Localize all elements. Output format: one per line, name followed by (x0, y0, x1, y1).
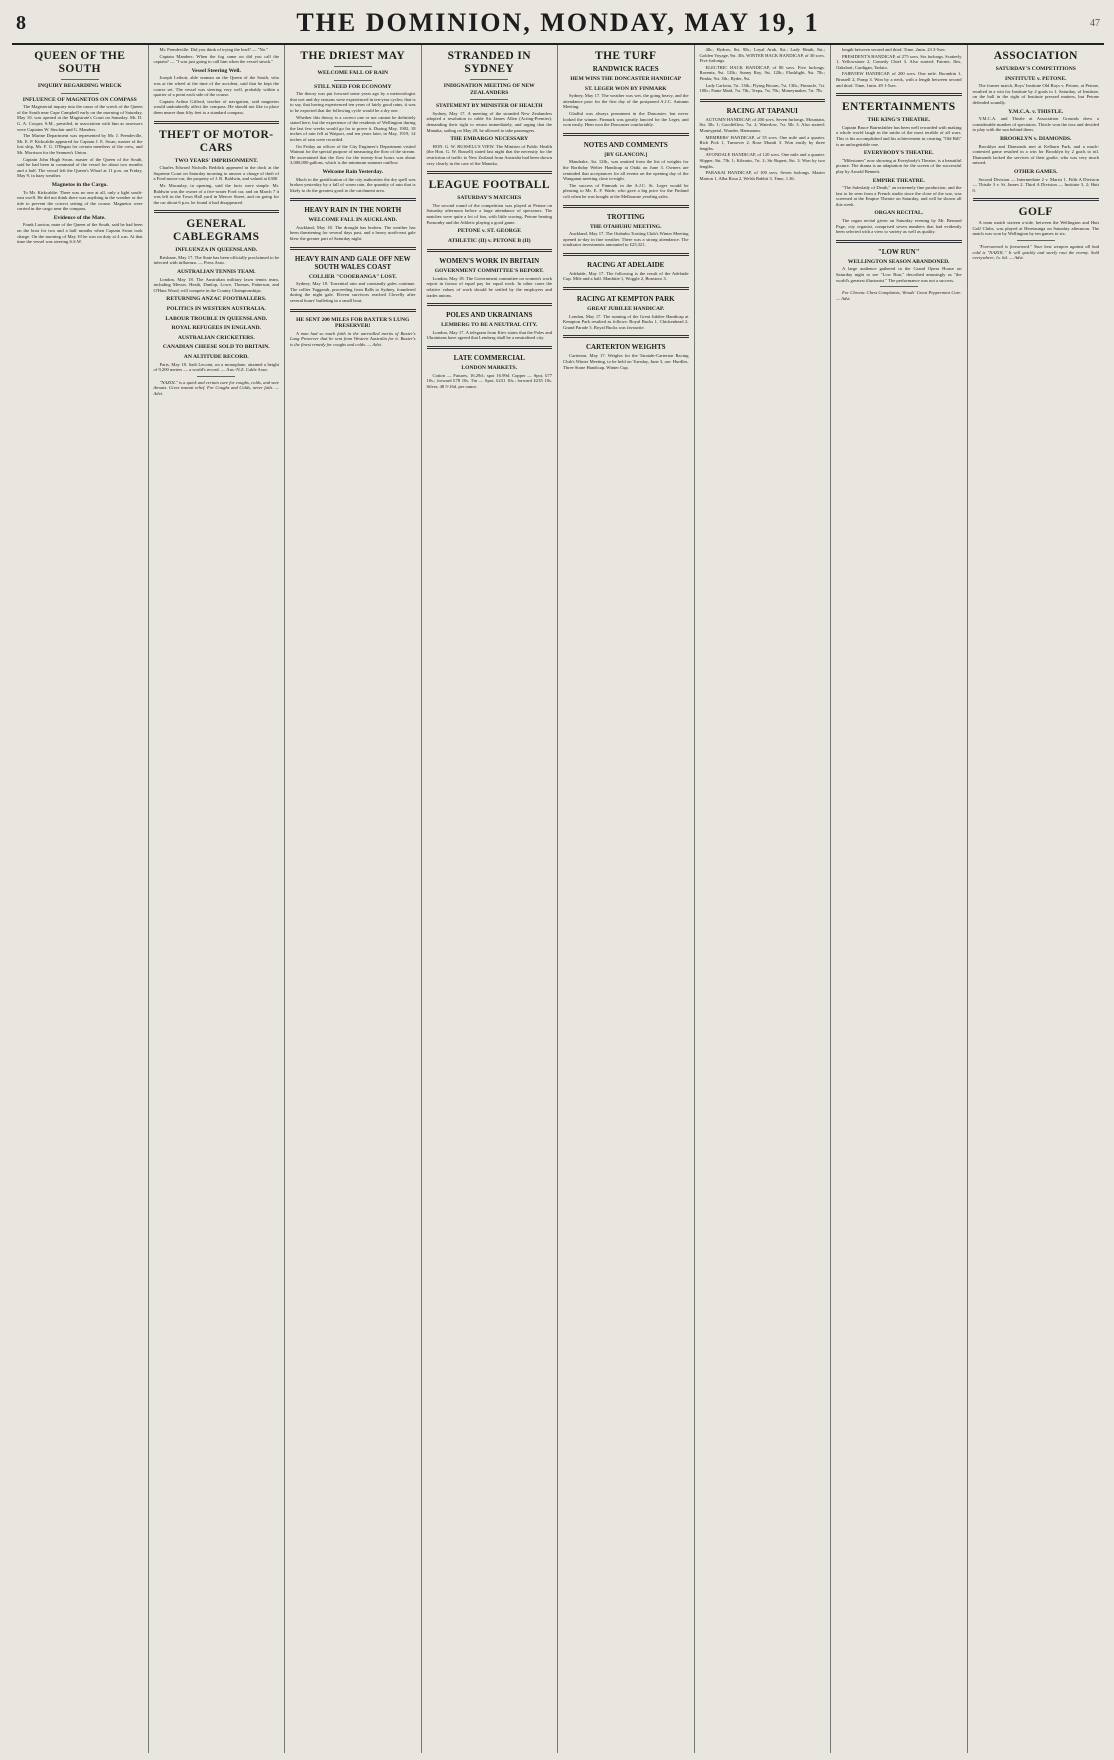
article-headline: STRANDED IN SYDNEY (447, 50, 531, 75)
paragraph: Much to the gratification of the city authorities the dry spell was broken yesterday by a fall of warm rain, the quantity of rain that is likely to do the greatest good to the catchment area. (290, 176, 416, 193)
article-subheading: INSTITUTE v. PETONE. (1005, 75, 1067, 82)
divider (880, 286, 918, 287)
article-subheading: SATURDAY'S MATCHES (457, 195, 522, 202)
paragraph: Auckland, May 17. The Otahuhu Trotting Club's Winter Meeting opened to-day in fine weather. There was a strong attendance. The totalisator investments amounted to £25,321. (563, 231, 689, 248)
article-subheading: AN ALTITUDE RECORD. (183, 354, 249, 360)
article-subheading: STATEMENT BY MINISTER OF HEALTH (435, 103, 543, 110)
paragraph: Mandrake, 3st. 12lb., was omitted from the list of weights for the Borthday Welter Handicap at Otaki on June 3. Owners are reminded that acceptances for all events on the opening day of the Wanganui meeting close to-night. (563, 159, 689, 182)
paragraph: Captain Arthur Gifford, teacher of navigation, said magnetos would undoubtedly affect the compass. He should not like to place them nearer than fifty feet to a standard compass. (153, 98, 279, 115)
article-headline: LEAGUE FOOTBALL (428, 179, 550, 192)
divider (61, 79, 99, 80)
folio-mark: 47 (1089, 17, 1100, 29)
article-subheading: SATURDAY'S COMPETITIONS (995, 66, 1076, 72)
column-6 (695, 45, 832, 1753)
divider (470, 99, 508, 100)
divider (154, 121, 280, 124)
paragraph: London, May 18. The Government committee on women's work report in favour of equal pay for equal work. In other cases the relative values of work should be settled by the employers and trades unions. (426, 275, 552, 298)
paragraph: Auckland, May 18. The drought has broken. The weather has been threatening for several days past, and a heavy north-east gale blew the greater part of Saturday night. (290, 224, 416, 242)
divider (470, 79, 508, 80)
article-headline: POLES AND UKRAINIANS (446, 311, 533, 320)
article-headline: ASSOCIATION (993, 50, 1078, 62)
paragraph: Captain Bruce Bairnsfather has been well rewarded with making a whole world laugh in the midst of the most terrible of all wars. This is his accomplished and his achievement in creating "Old Bill" is an unforgettable one. (836, 124, 962, 147)
advertisement: A man had so much faith in the unrivalled merits of Baxter's Lung Preserver that he sent from Western Australia for it. Baxter's is the finest remedy for coughs and colds. — Advt. (290, 330, 416, 347)
article-subheading: ATHLETIC (II) v. PETONE B (II) (447, 237, 531, 244)
paragraph: AUTUMN HANDICAP, of 200 sovs. Seven furlongs. Mountain, 8st. 3lb. 1; Goodfellow, 7st. 2; Waterlow, 7st. 5lb. 3. Also started: Moneypetal, Wonder, Harmanaw. (699, 116, 825, 133)
article-subheading: WELCOME FALL IN AUCKLAND. (308, 217, 397, 224)
article-subheading: RANDWICK RACES (592, 65, 659, 73)
masthead (12, 6, 1104, 45)
paragraph: Captain John Hugh Swan, master of the Queen of the South, said he had been in command of the vessel for about two months and a half. The vessel left the Queen's Wharf at 11 p.m. on Friday, May 9, in hazy weather. (17, 156, 143, 179)
article-headline: HEAVY RAIN IN THE NORTH (304, 206, 402, 215)
paragraph: A large audience gathered in the Grand Opera House on Saturday night to see "Low Run," described amusingly as "the world's greatest illusionist." The performance was not a success. (836, 266, 962, 283)
paragraph: length between second and third. Time, 2min. 23 3-5sec. (842, 47, 947, 52)
divider (563, 335, 689, 338)
paragraph: Brisbane, May 17. The State has been officially proclaimed to be infected with influenza. — Press Assn. (153, 254, 279, 266)
advertisement: "Forewarned is forearmed." Your best weapon against all bad cold is "NAZOL." It will quickly and surely rout the enemy. Sold everywhere, 1s. 6d. — Advt. (972, 244, 1099, 261)
paragraph: Y.M.C.A. and Thistle at Association Grounds drew a considerable number of spectators. Thistle won the toss and decided to play with the sun behind them. (972, 116, 1099, 133)
article-subheading: THE KING'S THEATRE. (867, 117, 930, 124)
article-subheading: COLLIER "COOERANGA" LOST. (308, 273, 397, 280)
paragraph: ELECTRIC HACK HANDICAP, of 80 sovs. Five furlongs. Ravenia, 9st. 12lb.; Sunny Boy, 9st. 12lb.; Flashlight, 9st. 7lb.; Pindar, 9st. 3lb.; Ryder, 9st. (699, 64, 825, 81)
paragraph: The second round of the competition was played at Petone on Saturday afternoon before a large attendance of spectators. The matches were quite a lot of fun, with little scoring, Petone beating Ponsonby and the Athletic playing a good game. (426, 202, 552, 225)
divider (154, 210, 280, 213)
article-subheading: ST. LEGER WON BY FINMARK (584, 85, 667, 92)
divider (290, 247, 416, 250)
advertisement: For Chronic Chest Complaints, Woods' Great Peppermint Cure. — Advt. (836, 290, 962, 301)
article-subheading: RETURNING ANZAC FOOTBALLERS. (166, 296, 267, 303)
paragraph: The Magisterial inquiry into the cause of the wreck of the Queen of the South near Cape Campbell early on the morning of Saturday, May 10, was opened at the Magistrate's Court on Saturday. Mr. D. G. A. Cooper, S.M., presided, in association with him as assessors were Captains W. Sinclair and G. Manders. (17, 104, 143, 132)
advertisement-headline: HE SENT 200 MILES FOR BAXTER'S LUNG PRESERVER! (296, 316, 410, 330)
paragraph: Sydney, May 18. Torrential rain and constantly gales continue. The collier Tuggerah, proceeding from Balls to Sydney, foundered during the night gale. Eleven survivors reached Clovelly after several hours' buffeting in a small boat. (290, 281, 416, 304)
paragraph: Captain Manders: When the fog came on did you call the captain? — "I was just going to call him when the vessel struck." (153, 53, 279, 65)
article-subheading: INFLUENCE OF MAGNETOS ON COMPASS (22, 96, 137, 103)
article-subheading: WELCOME FALL OF RAIN (317, 70, 389, 76)
paragraph: London, May 18. The Australian military lawn tennis team, including Messrs. Heath, Dunlop, Lowe, Thomas, Patterson, and O'Hara Wood, will compete in the County Championships. (153, 276, 279, 293)
article-subheading: LONDON MARKETS. (461, 365, 518, 372)
article-subheading: BROOKLYN v. DIAMONDS. (1000, 135, 1072, 142)
divider (836, 240, 962, 243)
column-4 (422, 45, 559, 1753)
article-subheading: EMPIRE THEATRE. (872, 177, 925, 184)
article-subheading: HEM WINS THE DONCASTER HANDICAP (570, 76, 682, 82)
divider (290, 198, 416, 201)
divider (197, 376, 235, 377)
article-subheading: THE OTAHUHU MEETING. (589, 223, 662, 230)
paragraph: Sydney, May 17. The weather was wet, the going heavy, and the attendance poor for the first day of the postponed A.J.C. Autumn Meeting. (563, 93, 689, 110)
paragraph: Whether this theory is a correct one or not cannot be definitely stated here, but the experience of the residents of Wellington during the last few weeks would go far to prove it. During May, 1902, 18 inches of rain fell at Waipori, and ten years later, in May, 1919, 14 inches of rain were recorded. (290, 114, 416, 142)
divider (836, 93, 962, 96)
divider (973, 198, 1100, 201)
article-subheading: GOVERNMENT COMMITTEE'S REPORT. (434, 268, 544, 275)
article-subheading: LEMBERG TO BE A NEUTRAL CITY. (441, 322, 538, 329)
article-subheading: Magnetos in the Cargo. (51, 181, 108, 188)
divider (427, 303, 553, 306)
divider (427, 249, 553, 252)
divider (563, 253, 689, 256)
column-2 (149, 45, 286, 1753)
article-subheading: ROYAL REFUGEES IN ENGLAND. (171, 325, 261, 332)
paragraph: "The Saleslady of Death," an extremely fine production, and the last to be seen from a French studio since the close of the war, was screened at the Empire Theatre on Saturday, and will be shown all this week. (836, 185, 962, 207)
article-headline: LATE COMMERCIAL (453, 354, 525, 363)
paragraph: FAIRVIEW HANDICAP, of 200 sovs. One mile. Boomkin 1, Brustell 2, Pomp 3. Won by a neck, with a length between second and third. Time, 1min. 49 1-5sec. (836, 71, 962, 88)
divider (427, 171, 553, 174)
paragraph: Brooklyn and Diamonds met at Kelburn Park, and a much-contested game resulted in a win for Brooklyn by 2 goals to nil. Diamonds lacked the services of their goalie, who was very much missed. (972, 143, 1099, 166)
article-headline: RACING AT ADELAIDE (587, 260, 665, 269)
article-subheading: LABOUR TROUBLE IN QUEENSLAND. (165, 315, 268, 322)
article-headline: TROTTING (606, 212, 645, 221)
article-subheading: WELLINGTON SEASON ABANDONED. (847, 258, 950, 265)
paragraph: MEMBERS' HANDICAP, of 55 sovs. One mile and a quarter. Rich Pick 1, Turnover 2, Rose Mundi 3. Won easily by three lengths. (699, 134, 825, 151)
article-headline: ENTERTAINMENTS (841, 101, 956, 114)
paragraph: AVONDALE HANDICAP, of 120 sovs. One mile and a quarter. Slipper, 8st. 7lb. 1; Kilerain, 7st. 2; Sir Rupert, 8st. 3. Won by two lengths. (699, 152, 825, 169)
divider (563, 205, 689, 208)
article-subheading: ORGAN RECITAL. (874, 210, 924, 217)
divider (427, 346, 553, 349)
paragraph: The theory was put forward some years ago by a meteorologist that wet and dry seasons were experienced in ten-year cycles; that is to say, that having experienced ten years of fairly good rains, it was to be expected that the following cycle would be a dry one. (290, 91, 416, 113)
divider (290, 309, 416, 312)
column-1 (12, 45, 149, 1753)
article-subheading: PETONE v. ST. GEORGE (457, 228, 521, 235)
paragraph: PARAKAI HANDICAP, of 100 sovs. Seven furlongs. Master Marion 1, Alba Rosa 2, Welsh Rabbit 3. Time, 1.36. (699, 170, 825, 181)
paragraph: Gladful was always prominent in the Doncaster, but never looked the winner. Finmark was greatly fancied for the Leger, and won easily. Hem won the Doncaster comfortably. (563, 110, 689, 128)
paragraph: A team match sixteen a-side, between the Wellington and Hutt Golf Clubs, was played at Heretaunga on Saturday afternoon. The match was won by Wellington by ten games to six. (972, 220, 1099, 237)
article-subheading: INQUIRY REGARDING WRECK (37, 83, 122, 89)
paragraph: The Marine Department was represented by Mr. J. Prendeville, Mr. E. P. Kirkcaldie appeared for Captain J. E. Swan, master of the lost ship, Mr. F. G. O'Regan for certain members of the crew, and Mr. Morrison for the Seamen's Union. (17, 133, 143, 155)
paragraph: Carterton, May 17. Weights for the Taratahi-Carterton Racing Club's Winter Meeting, to be held on Tuesday, June 3, are: Hurdles, Three Stone Handicap, Winter Cup. (563, 353, 689, 370)
paragraph: Frank Lawton, mate of the Queen of the South, said he had been on the boat for two and a half months when Captain Swan took charge. On the morning of May 10 he was on duty at 4 a.m. At that time the vessel was steering S.S.W. (17, 222, 143, 245)
article-headline: THE TURF (595, 50, 657, 62)
column-grid (12, 45, 1104, 1753)
article-subheading: OTHER GAMES. (1013, 168, 1058, 175)
article-subheading: TWO YEARS' IMPRISONMENT. (174, 157, 258, 164)
article-headline: WOMEN'S WORK IN BRITAIN (439, 257, 540, 266)
column-7 (831, 45, 968, 1753)
paragraph: Paris, May 18. Sadi Lecoint, on a monoplane, attained a height of 9,200 metres — a world's record. — Aus.-N.Z. Cable Assn. (153, 361, 279, 373)
article-subheading: Welcome Rain Yesterday. (322, 168, 384, 175)
divider (700, 99, 826, 102)
article-subheading: CANADIAN CHEESE SOLD TO BRITAIN. (162, 344, 270, 351)
article-subheading: AUSTRALIAN TENNIS TEAM. (176, 269, 256, 276)
paragraph: Cotton — Futures, 16.29d.; spot 16.99d. Copper — Spot, £77 10s.; forward £78 10s. Tin — Spot, £231 10s.; forward £235 10s. Silver, 48 5-16d. per ounce. (426, 372, 552, 389)
article-headline: GOLF (1018, 206, 1053, 219)
article-subheading: STILL NEED FOR ECONOMY (313, 83, 392, 90)
paragraph: The success of Finmark in the A.J.C. St. Leger would be pleasing to Mr. E. F. Wade, who gave a big price for the Finland colt when he was bought at the Melbourne yearling sales. (563, 182, 689, 199)
divider (1017, 240, 1055, 241)
article-headline: NOTES AND COMMENTS (583, 140, 668, 149)
paragraph: To Mr. Kirkcaldie: There was no one at all, only a light south-east swell. He did not think there was anything in the weather or the tide to prevent the correct setting of the course. Magnetos were carried in the cargo near the compass. (17, 189, 143, 212)
article-subheading: INDIGNATION MEETING OF NEW ZEALANDERS (443, 83, 535, 96)
article-headline: "LOW RUN" (877, 247, 920, 256)
article-subheading: GREAT JUBILEE HANDICAP. (587, 306, 665, 313)
paragraph: On Friday an officer of the City Engineer's Department visited Waimui for the special purpose of measuring the flow of the stream. He ascertained that the flow for the twenty-four hours was about 3,000,000 gallons, which is the minimum summer outflow. (290, 143, 416, 166)
article-subheading: POLITICS IN WESTERN AUSTRALIA. (166, 306, 266, 313)
divider (334, 66, 372, 67)
divider (61, 93, 99, 94)
paragraph: Joseph Leibott, able seaman on the Queen of the South, who was at the wheel at the time of the accident, said that he kept the course set. The vessel was steering very well, probably within a quarter of a point each side of the course. (153, 75, 279, 98)
article-subheading: EVERYBODY'S THEATRE. (863, 150, 934, 157)
paragraph: Sydney, May 17. A meeting of the stranded New Zealanders adopted a resolution to cable Sir James Allen (Acting-Premier), demanding their right to return immediately, and urging that the Manuka, sailing on May 20, be allowed to take passengers. (426, 110, 552, 133)
divider (334, 80, 372, 81)
divider (563, 133, 689, 136)
article-headline: RACING AT KEMPTON PARK (576, 295, 675, 304)
article-headline: CARTERTON WEIGHTS (585, 343, 666, 352)
paragraph: Mr. Macaulay, in opening, said the facts were simple. Mr. Baldwin was the owner of a five-seater Ford car, and on March 7 it was left in the Town Hall yard in Mercer Street, and on going for the car about 6 p.m. he found it had disappeared. (153, 182, 279, 205)
paragraph: 4lb.; Hydros, 8st. 9lb.; Loyal Arab, 8st.; Lady Heath, 8st.; Golden Voyage, 9st. 3lb. WINTER HACK HANDICAP, of 30 sovs. Five furlongs. (699, 47, 825, 64)
column-3 (285, 45, 422, 1753)
article-subheading: THE EMBARGO NECESSARY (450, 136, 529, 143)
article-headline: THE DRIEST MAY (300, 50, 406, 62)
paragraph: Second Division — Intermediate 2 v. Marist 1. Fifth A Division — Thistle 3 v. St. James 2. Third A Division — Institute 3, 2; Hutt 0. (972, 176, 1099, 193)
article-subheading: Y.M.C.A. v. THISTLE. (1008, 108, 1064, 115)
paragraph: Charles Edward Nicholls Reddick appeared in the dock at the Supreme Court on Saturday morning to answer a charge of theft of a Ford motor-car, the property of J. R. Baldwin, and valued at £300. (153, 165, 279, 182)
paragraph: London, May 17. A telegram from Kiev states that the Poles and Ukrainians have agreed that Lemberg shall be a neutralised city. (426, 329, 552, 341)
article-headline: THEFT OF MOTOR-CARS (159, 128, 274, 154)
paragraph: Adelaide, May 17. The following is the result of the Adelaide Cup. Mile and a half. Manhitte 1, Woggle 2, Bonstoro 3. (563, 270, 689, 282)
paragraph: The former match, Boys' Institute Old Boys v. Petone, at Petone, resulted in a win for Institute by 2 goals to 1. Saturday, of Institute, on the ball in the right of Institute pressed matters, but Petone defended soundly. (972, 83, 1099, 105)
advertisement: "NAZOL" is a quick and certain cure for coughs, colds, and sore throats. Gives instant relief. For Coughs and Colds, never fails. — Advt. (153, 379, 279, 396)
article-headline: GENERAL CABLEGRAMS (173, 218, 260, 244)
article-subheading: [BY GLANCON.] (604, 151, 648, 158)
paragraph: HON. G. W. RUSSELL'S VIEW. The Minister of Public Health (the Hon. G. W. Russell) stated last night that the necessity for the restriction of traffic to New Zealand from Australia had been shown very clearly in the case of the Manuka. (426, 143, 552, 166)
article-subheading: AUSTRALIAN CRICKETERS. (177, 334, 255, 341)
page-number: 8 (16, 11, 26, 34)
paragraph: Mr. Prendeville: Did you think of trying the lead? — "No." (159, 47, 269, 52)
article-headline: HEAVY RAIN AND GALE OFF NEW SOUTH WALES COAST (294, 254, 411, 271)
article-subheading: Evidence of the Mate. (53, 214, 106, 221)
paragraph: PRESIDENT'S HANDICAP, of 275 sovs. Six furlongs. Scatterly 1, Yellowstone 2, Comedy Chief 3. Also started: Fairnie, Ilex, Oakshott, Cardigan, Tarlato. (836, 53, 962, 70)
article-subheading: Vessel Steering Well. (191, 67, 241, 74)
column-8 (968, 45, 1105, 1753)
paragraph: London, May 17. The running of the Great Jubilee Handicap at Kempton Park resulted as follows: Royal Bucks 1, Chickenhead 2, Grand Parade 3. Royal Bucks was favourite. (563, 313, 689, 330)
divider (563, 287, 689, 290)
article-headline: QUEEN OF THE SOUTH (34, 50, 126, 75)
column-5 (558, 45, 695, 1753)
article-subheading: INFLUENZA IN QUEENSLAND. (175, 247, 258, 254)
article-headline: RACING AT TAPANUI (726, 106, 798, 115)
paragraph: Lady Carlotta, 7st. 13lb.; Flying Broom, 7st. 13lb.; Finnacle, 7st. 10lb.; Fanie Maid, 7st. 7lb.; Trepa, 7st. 7lb.; Moneymaker, 7st. 7lb. (699, 82, 825, 94)
paragraph: The organ recital given on Saturday evening by Mr. Bernard Page, city organist, comprised seven numbers that had evidently been selected with a view to variety as well as quality. (836, 218, 962, 235)
newspaper-title: THE DOMINION, MONDAY, MAY 19, 1 (296, 8, 820, 37)
paragraph: "Milestones" now showing at Everybody's Theatre, is a beautiful picture. The drama is an adaptation for the screen of the successful play by Arnold Bennett. (836, 157, 962, 174)
